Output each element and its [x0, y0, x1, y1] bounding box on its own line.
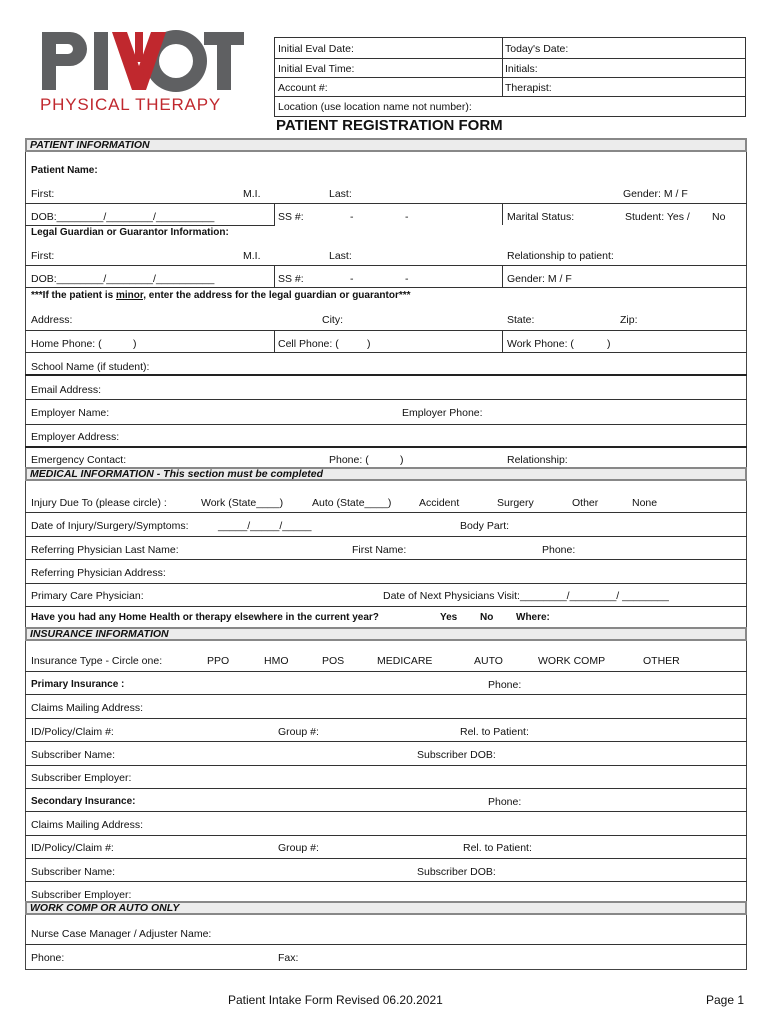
injury-option-surgery[interactable]: Surgery	[497, 497, 534, 509]
student-no[interactable]: No	[712, 211, 726, 223]
footer-page-number: Page 1	[706, 993, 745, 1007]
paren: )	[400, 454, 404, 466]
state-field[interactable]: State:	[507, 314, 535, 326]
body-part-field[interactable]: Body Part:	[460, 520, 510, 532]
secondary-claims-address-field[interactable]: Claims Mailing Address:	[31, 819, 144, 831]
guardian-last-field[interactable]: Last:	[329, 250, 352, 262]
address-field[interactable]: Address:	[31, 314, 73, 326]
emergency-phone-field[interactable]: Phone: (	[329, 454, 369, 466]
adjuster-name-field[interactable]: Nurse Case Manager / Adjuster Name:	[31, 928, 212, 940]
injury-option-auto[interactable]: Auto (State____)	[312, 497, 392, 509]
zip-field[interactable]: Zip:	[620, 314, 638, 326]
relationship-to-patient-field[interactable]: Relationship to patient:	[507, 250, 614, 262]
secondary-id-field[interactable]: ID/Policy/Claim #:	[31, 842, 114, 854]
employer-phone-field[interactable]: Employer Phone:	[402, 407, 483, 419]
insurance-type-workcomp[interactable]: WORK COMP	[538, 655, 606, 667]
insurance-type-medicare[interactable]: MEDICARE	[377, 655, 433, 667]
ss-dash: -	[405, 273, 409, 285]
primary-claims-address-field[interactable]: Claims Mailing Address:	[31, 702, 144, 714]
injury-due-to-label: Injury Due To (please circle) :	[31, 497, 167, 509]
work-phone-field[interactable]: Work Phone: (	[507, 338, 574, 350]
ss-dash: -	[350, 273, 354, 285]
section-insurance-information: INSURANCE INFORMATION	[25, 627, 747, 641]
date-of-injury-field[interactable]: Date of Injury/Surgery/Symptoms:	[31, 520, 189, 532]
secondary-subscriber-name-field[interactable]: Subscriber Name:	[31, 866, 116, 878]
insurance-type-ppo[interactable]: PPO	[207, 655, 230, 667]
insurance-type-label: Insurance Type - Circle one:	[31, 655, 163, 667]
first-name-field[interactable]: First:	[31, 188, 55, 200]
secondary-rel-field[interactable]: Rel. to Patient:	[463, 842, 532, 854]
patient-name-heading: Patient Name:	[31, 165, 98, 176]
primary-subscriber-dob-field[interactable]: Subscriber DOB:	[417, 749, 496, 761]
paren: )	[367, 338, 371, 350]
injury-option-other[interactable]: Other	[572, 497, 599, 509]
todays-date-label[interactable]: Today's Date:	[505, 43, 569, 55]
secondary-subscriber-dob-field[interactable]: Subscriber DOB:	[417, 866, 496, 878]
secondary-insurance-field[interactable]: Secondary Insurance:	[31, 796, 136, 807]
referring-physician-first-field[interactable]: First Name:	[352, 544, 407, 556]
insurance-type-auto[interactable]: AUTO	[474, 655, 503, 667]
next-physician-visit-field[interactable]: Date of Next Physicians Visit:________/________/ ________	[383, 590, 669, 602]
primary-id-field[interactable]: ID/Policy/Claim #:	[31, 726, 114, 738]
mi-field[interactable]: M.I.	[243, 188, 261, 200]
initials-label[interactable]: Initials:	[505, 63, 538, 75]
employer-name-field[interactable]: Employer Name:	[31, 407, 110, 419]
emergency-relationship-field[interactable]: Relationship:	[507, 454, 568, 466]
paren: )	[607, 338, 611, 350]
ss-field[interactable]: SS #:	[278, 211, 304, 223]
minor-notice: ***If the patient is minor, enter the address for the legal guardian or guarantor***	[31, 290, 411, 301]
primary-care-physician-field[interactable]: Primary Care Physician:	[31, 590, 144, 602]
city-field[interactable]: City:	[322, 314, 343, 326]
injury-option-work[interactable]: Work (State____)	[201, 497, 284, 509]
date-of-injury-blank[interactable]: _____/_____/_____	[218, 520, 312, 532]
workcomp-phone-field[interactable]: Phone:	[31, 952, 65, 964]
guardian-dob-field[interactable]: DOB:________/________/__________	[31, 273, 215, 285]
gender-field[interactable]: Gender: M / F	[623, 188, 688, 200]
footer-revised: Patient Intake Form Revised 06.20.2021	[228, 993, 443, 1007]
employer-address-field[interactable]: Employer Address:	[31, 431, 120, 443]
marital-status-field[interactable]: Marital Status:	[507, 211, 575, 223]
injury-option-accident[interactable]: Accident	[419, 497, 460, 509]
cell-phone-field[interactable]: Cell Phone: (	[278, 338, 339, 350]
secondary-subscriber-employer-field[interactable]: Subscriber Employer:	[31, 889, 132, 901]
injury-option-none[interactable]: None	[632, 497, 658, 509]
guardian-first-field[interactable]: First:	[31, 250, 55, 262]
dob-field[interactable]: DOB:________/________/__________	[31, 211, 215, 223]
account-label[interactable]: Account #:	[278, 82, 328, 94]
ss-dash: -	[350, 211, 354, 223]
section-medical-information: MEDICAL INFORMATION - This section must be completed	[25, 467, 747, 481]
referring-physician-address-field[interactable]: Referring Physician Address:	[31, 567, 166, 579]
referring-physician-last-field[interactable]: Referring Physician Last Name:	[31, 544, 179, 556]
guardian-ss-field[interactable]: SS #:	[278, 273, 304, 285]
student-field[interactable]: Student: Yes /	[625, 211, 690, 223]
home-health-no[interactable]: No	[480, 612, 494, 623]
paren: )	[133, 338, 137, 350]
school-name-field[interactable]: School Name (if student):	[31, 361, 150, 373]
referring-physician-phone-field[interactable]: Phone:	[542, 544, 576, 556]
primary-group-field[interactable]: Group #:	[278, 726, 319, 738]
home-health-yes[interactable]: Yes	[440, 612, 458, 623]
primary-insurance-field[interactable]: Primary Insurance :	[31, 679, 125, 690]
secondary-insurance-phone-field[interactable]: Phone:	[488, 796, 522, 808]
primary-subscriber-employer-field[interactable]: Subscriber Employer:	[31, 772, 132, 784]
email-field[interactable]: Email Address:	[31, 384, 102, 396]
primary-insurance-phone-field[interactable]: Phone:	[488, 679, 522, 691]
primary-rel-field[interactable]: Rel. to Patient:	[460, 726, 529, 738]
insurance-type-hmo[interactable]: HMO	[264, 655, 289, 667]
guardian-mi-field[interactable]: M.I.	[243, 250, 261, 262]
home-health-question: Have you had any Home Health or therapy elsewhere in the current year?	[31, 612, 379, 623]
initial-eval-date-label[interactable]: Initial Eval Date:	[278, 43, 354, 55]
logo	[38, 26, 248, 116]
home-phone-field[interactable]: Home Phone: (	[31, 338, 102, 350]
ss-dash: -	[405, 211, 409, 223]
form-title: PATIENT REGISTRATION FORM	[276, 117, 503, 134]
primary-subscriber-name-field[interactable]: Subscriber Name:	[31, 749, 116, 761]
initial-eval-time-label[interactable]: Initial Eval Time:	[278, 63, 355, 75]
section-work-comp-auto: WORK COMP OR AUTO ONLY	[25, 901, 747, 915]
workcomp-fax-field[interactable]: Fax:	[278, 952, 299, 964]
guardian-gender-field[interactable]: Gender: M / F	[507, 273, 572, 285]
home-health-where[interactable]: Where:	[516, 612, 550, 623]
insurance-type-pos[interactable]: POS	[322, 655, 345, 667]
location-label[interactable]: Location (use location name not number):	[278, 101, 472, 113]
section-patient-information: PATIENT INFORMATION	[25, 138, 747, 152]
secondary-group-field[interactable]: Group #:	[278, 842, 319, 854]
emergency-contact-field[interactable]: Emergency Contact:	[31, 454, 127, 466]
last-name-field[interactable]: Last:	[329, 188, 352, 200]
logo-subtitle: PHYSICAL THERAPY	[40, 95, 221, 114]
therapist-label[interactable]: Therapist:	[505, 82, 552, 94]
guardian-heading: Legal Guardian or Guarantor Information:	[31, 227, 229, 238]
insurance-type-other[interactable]: OTHER	[643, 655, 680, 667]
